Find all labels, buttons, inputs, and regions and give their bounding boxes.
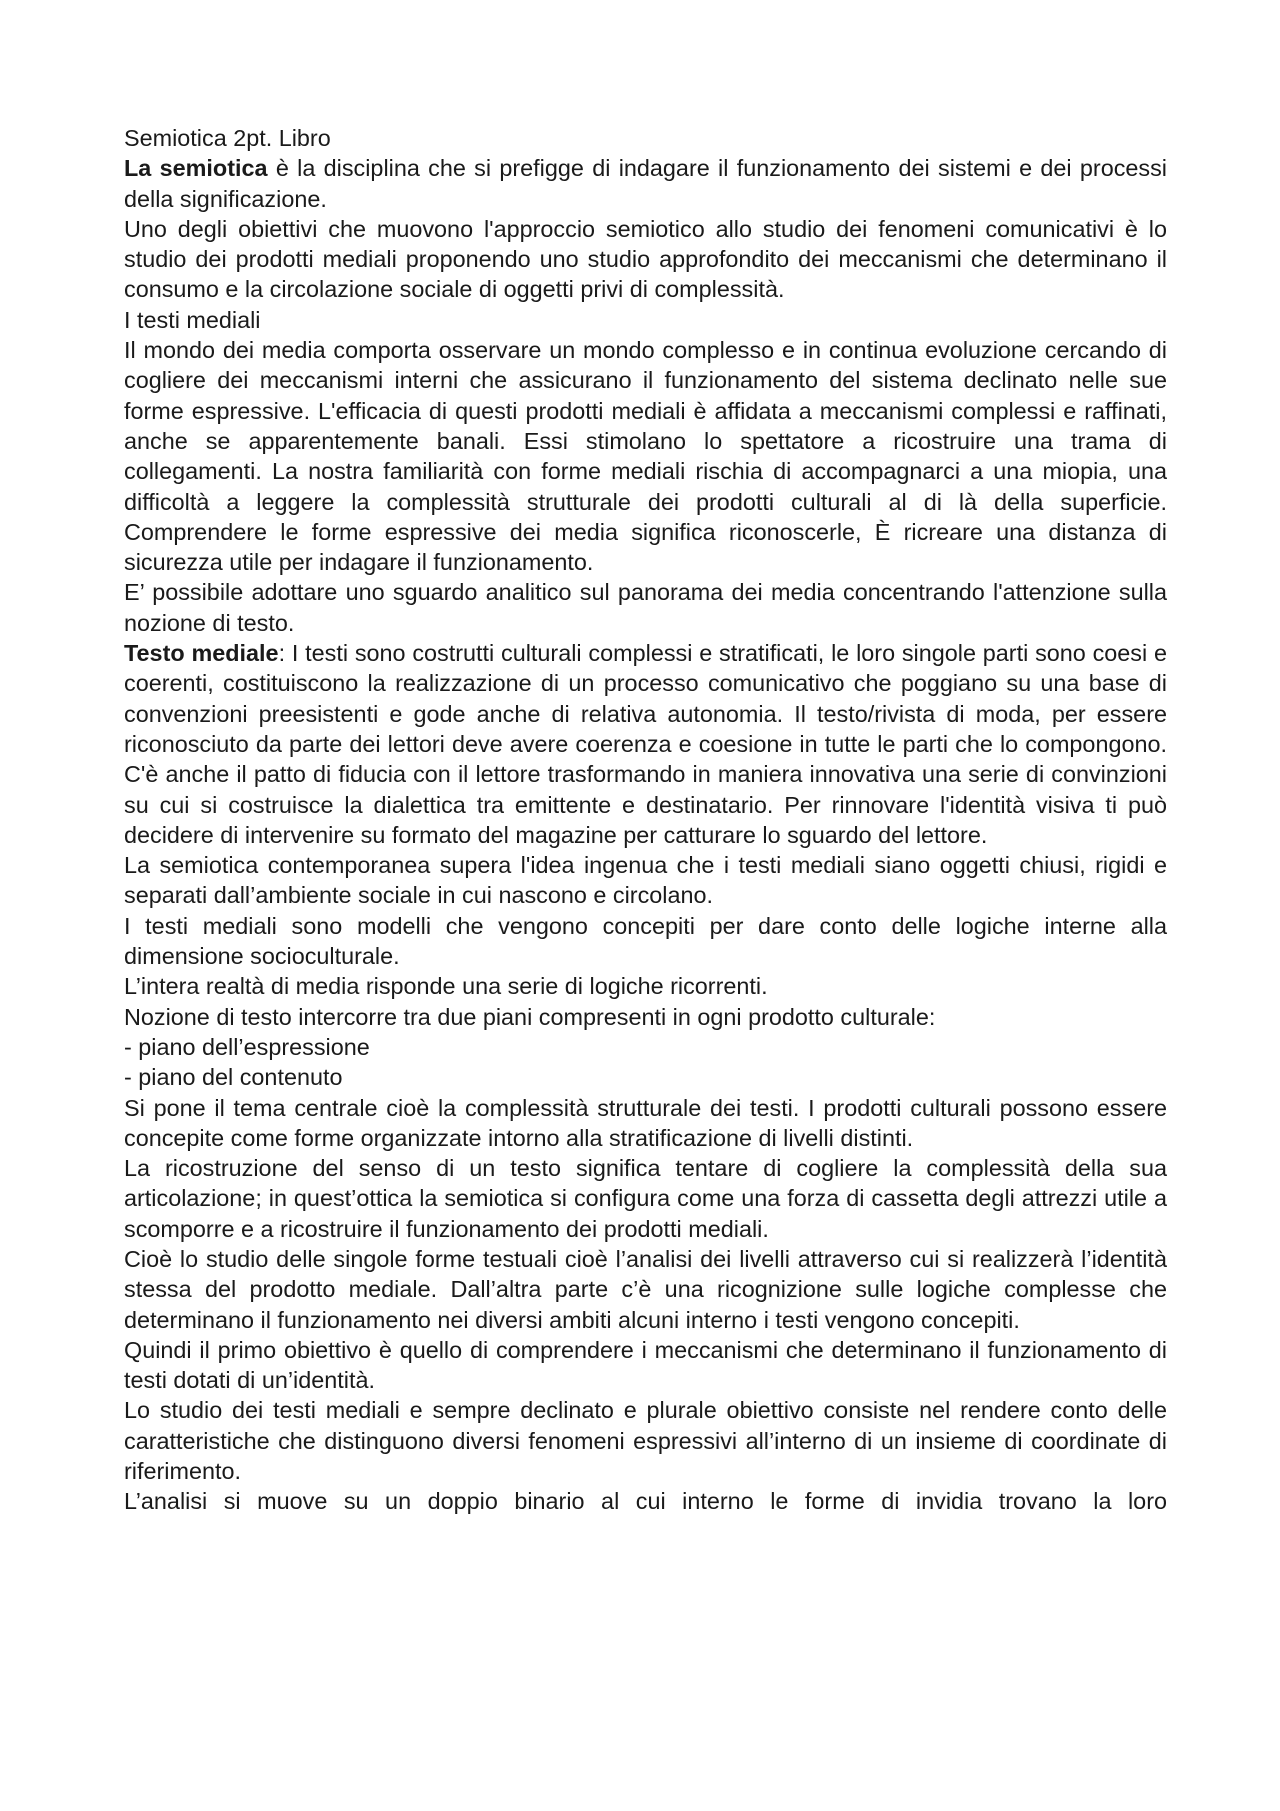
- bold-term: La semiotica: [124, 155, 268, 182]
- list-item: - piano del contenuto: [124, 1064, 343, 1091]
- paragraph-text: : I testi sono costrutti culturali complessi e stratificati, le loro singole parti sono coesi e coerenti, costituiscono la realizzazione di un processo comunicativo che poggiano su una base di convenzioni preesistenti e gode anche di relativa autonomia. Il testo/rivista di moda, per essere riconosciuto da parte dei lettori deve avere coerenza e coesione in tutte le parti che lo compongono. C'è anche il patto di fiducia con il lettore trasformando in maniera innovativa una serie di convinzioni su cui si costruisce la dialettica tra emittente e destinatario. Per rinnovare l'identità visiva ti può decidere di intervenire su formato del magazine per catturare lo sguardo del lettore.: [124, 640, 1167, 848]
- paragraph: E’ possibile adottare uno sguardo analitico sul panorama dei media concentrando l'attenzione sulla nozione di testo.: [124, 579, 1167, 636]
- paragraph-text: è la disciplina che si prefigge di indagare il funzionamento dei sistemi e dei processi della significazione.: [124, 155, 1168, 212]
- paragraph: La ricostruzione del senso di un testo significa tentare di cogliere la complessità della sua articolazione; in quest’ottica la semiotica si configura come una forza di cassetta degli attrezzi utile a scomporre e a ricostruire il funzionamento dei prodotti mediali.: [124, 1155, 1167, 1242]
- paragraph: Uno degli obiettivi che muovono l'approccio semiotico allo studio dei fenomeni comunicativi è lo studio dei prodotti mediali proponendo uno studio approfondito dei meccanismi che determinano il consumo e la circolazione sociale di oggetti privi di complessità.: [124, 215, 1167, 303]
- paragraph: Cioè lo studio delle singole forme testuali cioè l’analisi dei livelli attraverso cui si realizzerà l’identità stessa del prodotto mediale. Dall’altra parte c’è una ricognizione sulle logiche complesse che determinano il funzionamento nei diversi ambiti alcuni interno i testi vengono concepiti.: [124, 1245, 1167, 1333]
- paragraph: Si pone il tema centrale cioè la complessità strutturale dei testi. I prodotti culturali possono essere concepite come forme organizzate intorno alla stratificazione di livelli distinti.: [124, 1094, 1167, 1151]
- paragraph: Quindi il primo obiettivo è quello di comprendere i meccanismi che determinano il funzionamento di testi dotati di un’identità.: [124, 1336, 1167, 1394]
- section-heading-testi-mediali: I testi mediali: [124, 306, 261, 333]
- paragraph-semiotica-definition: [124, 153, 1167, 214]
- paragraph: Lo studio dei testi mediali e sempre declinato e plurale obiettivo consiste nel rendere conto delle caratteristiche che distinguono diversi fenomeni espressivi all’interno di un insieme di coordinate di riferimento.: [124, 1397, 1167, 1485]
- paragraph: L’intera realtà di media risponde una serie di logiche ricorrenti.: [124, 973, 768, 1000]
- paragraph: Il mondo dei media comporta osservare un mondo complesso e in continua evoluzione cercando di cogliere dei meccanismi interni che assicurano il funzionamento del sistema declinato nelle sue forme espressive. L'efficacia di questi prodotti mediali è affidata a meccanismi complessi e raffinati, anche se apparentemente banali. Essi stimolano lo spettatore a ricostruire una trama di collegamenti. La nostra familiarità con forme mediali rischia di accompagnarci a una miopia, una difficoltà a leggere la complessità strutturale dei prodotti culturali al di là della superficie. Comprendere le forme espressive dei media significa riconoscerle, È ricreare una distanza di sicurezza utile per indagare il funzionamento.: [124, 337, 1167, 576]
- list-item: - piano dell’espressione: [124, 1033, 370, 1060]
- document-body: [124, 123, 1167, 1517]
- paragraph: I testi mediali sono modelli che vengono concepiti per dare conto delle logiche interne alla dimensione socioculturale.: [124, 912, 1167, 970]
- paragraph: Nozione di testo intercorre tra due piani compresenti in ogni prodotto culturale:: [124, 1003, 936, 1030]
- paragraph-testo-mediale: [124, 638, 1167, 850]
- paragraph: La semiotica contemporanea supera l'idea ingenua che i testi mediali siano oggetti chiusi, rigidi e separati dall’ambiente sociale in cui nascono e circolano.: [124, 852, 1167, 909]
- document-header: Semiotica 2pt. Libro: [124, 125, 331, 151]
- paragraph: L’analisi si muove su un doppio binario al cui interno le forme di invidia trovano la loro: [124, 1488, 1167, 1515]
- bold-term: Testo mediale: [124, 640, 279, 667]
